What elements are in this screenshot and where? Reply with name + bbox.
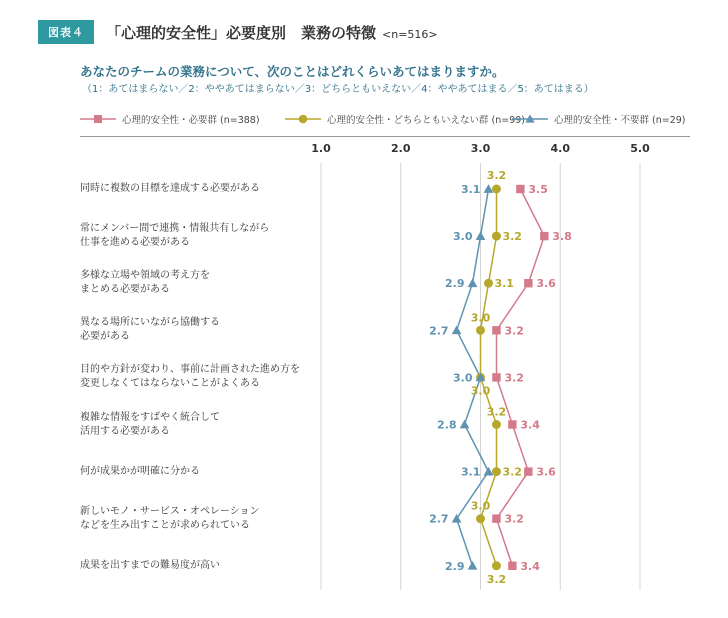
- category-label-line: 新しいモノ・サービス・オペレーション: [80, 505, 260, 517]
- x-tick-label: 2.0: [391, 142, 411, 155]
- data-label-low: 3.0: [453, 371, 473, 385]
- survey-question: あなたのチームの業務について、次のことはどれくらいあてはまりますか。: [80, 64, 505, 79]
- data-label-low: 2.9: [445, 559, 465, 573]
- data-point-high: [516, 185, 524, 193]
- x-tick-label: 3.0: [470, 142, 491, 155]
- legend-label: 心理的安全性・不要群 (n=29): [554, 115, 686, 126]
- data-label-high: 3.4: [520, 559, 540, 573]
- data-label-mid: 3.2: [486, 405, 507, 419]
- category-label-line: 複雑な情報をすばやく統合して: [80, 411, 220, 423]
- data-label-low: 3.0: [453, 230, 473, 244]
- category-label-line: 多様な立場や領域の考え方を: [80, 270, 210, 282]
- data-label-mid: 3.2: [502, 465, 522, 479]
- data-point-high: [540, 232, 548, 240]
- legend-label: 心理的安全性・必要群 (n=388): [122, 115, 260, 126]
- data-label-low: 2.7: [429, 324, 449, 338]
- data-label-high: 3.2: [504, 324, 524, 338]
- figure-badge: 図表４: [38, 20, 94, 44]
- data-label-mid: 3.2: [486, 572, 507, 586]
- data-point-high: [524, 279, 532, 287]
- x-tick-label: 4.0: [550, 142, 570, 155]
- data-point-low: [452, 514, 462, 523]
- scale-note: （1：あてはまらない／2：ややあてはまらない／3：どちらともいえない／4：ややあてはまる／5：あてはまる）: [82, 84, 594, 95]
- category-label-line: などを生み出すことが求められている: [80, 519, 250, 531]
- x-tick-label: 5.0: [630, 142, 650, 155]
- data-label-mid: 3.1: [494, 277, 514, 291]
- data-label-high: 3.2: [504, 371, 524, 385]
- data-label-high: 3.6: [536, 277, 556, 291]
- data-label-high: 3.6: [536, 465, 556, 479]
- data-point-low: [476, 231, 486, 240]
- data-point-mid: [492, 467, 501, 476]
- data-point-mid: [492, 420, 501, 429]
- data-point-mid: [492, 185, 501, 194]
- data-point-low: [452, 325, 462, 334]
- category-label-line: 活用する必要がある: [80, 425, 170, 437]
- data-label-mid: 3.0: [470, 311, 491, 325]
- category-label-line: 常にメンバー間で連携・情報共有しながら: [80, 223, 270, 235]
- data-point-low: [460, 420, 470, 429]
- data-point-high: [524, 467, 532, 475]
- data-point-mid: [476, 514, 485, 523]
- data-label-high: 3.8: [552, 230, 572, 244]
- data-label-low: 3.1: [460, 465, 481, 479]
- data-point-low: [484, 467, 494, 476]
- sample-size-label: <n=516>: [382, 27, 438, 41]
- data-label-high: 3.5: [528, 183, 548, 196]
- data-point-high: [508, 562, 516, 570]
- data-point-mid: [484, 279, 493, 288]
- legend-label: 心理的安全性・どちらともいえない群 (n=99): [327, 115, 526, 126]
- data-label-mid: 3.0: [470, 499, 491, 513]
- data-point-mid: [476, 326, 485, 335]
- data-label-low: 3.1: [460, 183, 481, 196]
- category-label-line: 必要がある: [80, 331, 130, 343]
- data-point-high: [492, 326, 500, 334]
- category-label-line: 何が成果かが明確に分かる: [80, 465, 200, 477]
- data-point-high: [492, 515, 500, 523]
- data-point-mid: [492, 561, 501, 570]
- data-point-high: [508, 420, 516, 428]
- data-point-low: [484, 184, 494, 193]
- x-tick-label: 1.0: [311, 142, 331, 155]
- data-label-mid: 3.0: [470, 384, 491, 398]
- data-label-low: 2.8: [437, 418, 457, 432]
- category-label-line: 仕事を進める必要がある: [80, 237, 190, 249]
- data-point-mid: [492, 232, 501, 241]
- category-label-line: 変更しなくてはならないことがよくある: [80, 378, 260, 390]
- data-label-low: 2.9: [445, 277, 465, 291]
- data-label-low: 2.7: [429, 512, 449, 526]
- category-label-line: 異なる場所にいながら協働する: [80, 317, 220, 329]
- category-label-line: まとめる必要がある: [80, 284, 170, 296]
- category-label-line: 目的や方針が変わり、事前に計画された進め方を: [80, 364, 300, 376]
- data-point-low: [468, 278, 478, 287]
- figure-title-text: 「心理的安全性」必要度別 業務の特徴: [106, 23, 377, 42]
- data-label-mid: 3.2: [486, 169, 507, 182]
- data-point-high: [492, 373, 500, 381]
- data-label-high: 3.4: [520, 418, 540, 432]
- data-point-low: [468, 561, 478, 570]
- data-label-high: 3.2: [504, 512, 524, 526]
- category-label-line: 成果を出すまでの難易度が高い: [80, 559, 220, 571]
- data-label-mid: 3.2: [502, 230, 522, 244]
- category-label-line: 同時に複数の目標を達成する必要がある: [80, 183, 260, 194]
